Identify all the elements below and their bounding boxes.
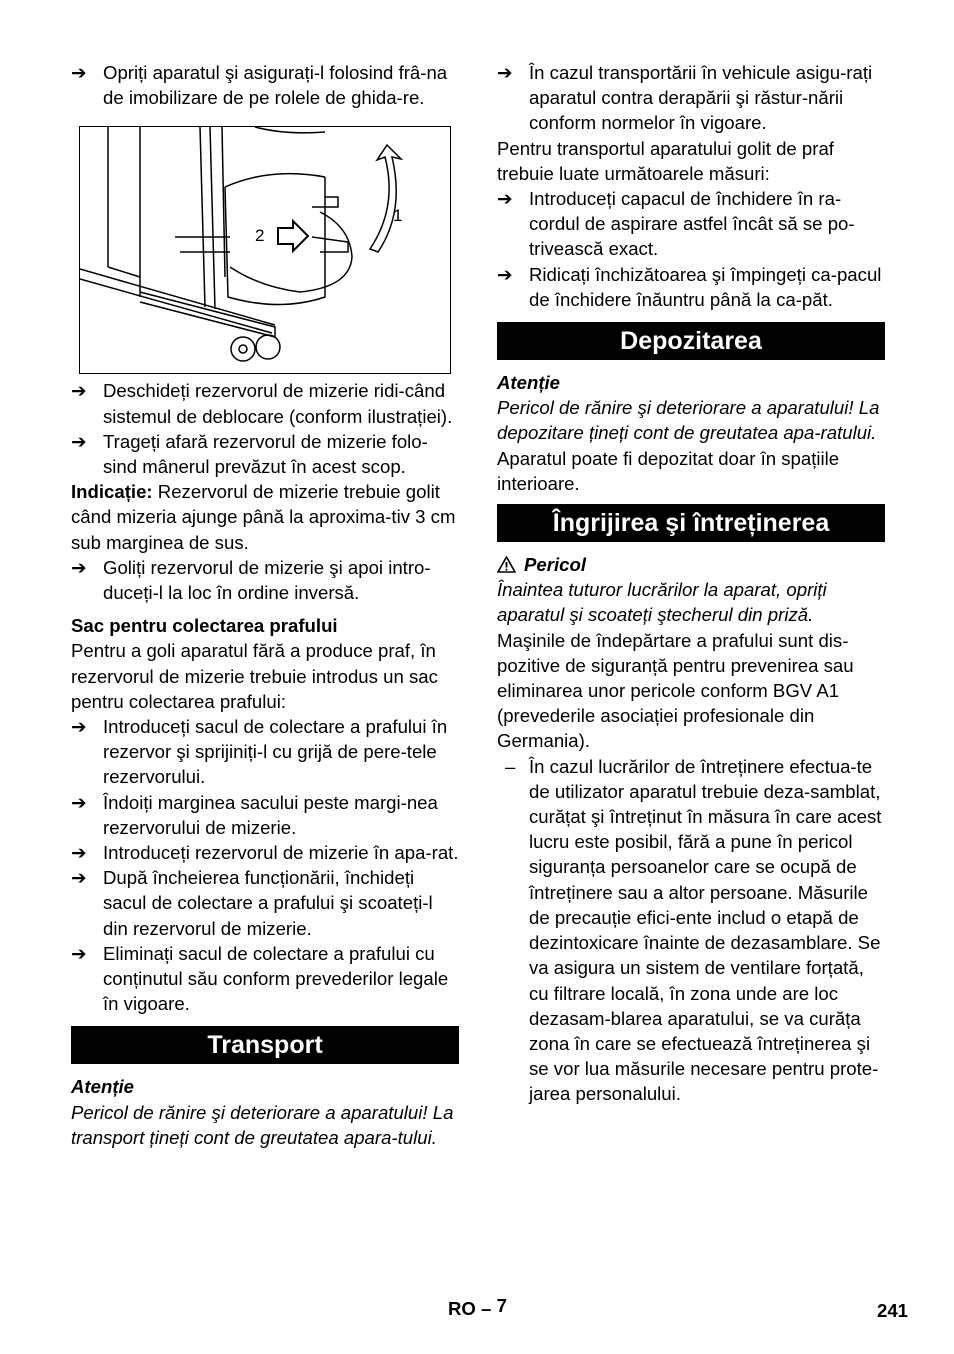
heading-storage: Depozitarea (497, 322, 885, 360)
arrow-right-icon: ➔ (71, 62, 87, 83)
step-insert-bag: ➔ Introduceți sacul de colectare a prafului în rezervor şi sprijiniți-l cu grijă de pere-tele rezervorului. (71, 716, 448, 788)
heading-care: Îngrijirea şi întreținerea (497, 504, 885, 542)
footer-section-label: RO – 7 (448, 1295, 507, 1319)
attention-label-storage: Atenție (497, 372, 561, 394)
arrow-right-icon: ➔ (71, 942, 87, 964)
left-column (71, 60, 459, 1150)
arrow-right-icon: ➔ (497, 188, 513, 210)
arrow-right-icon: ➔ (71, 430, 87, 452)
step-insert-tank: ➔ Introduceți rezervorul de mizerie în apa-rat. (71, 840, 459, 865)
callout-1: 1 (393, 206, 403, 226)
storage-text: Aparatul poate fi depozitat doar în spațiile interioare. (497, 447, 840, 494)
callout-2: 2 (255, 226, 265, 246)
dust-machine-text: Maşinile de îndepărtare a prafului sunt dis-pozitive de siguranță pentru prevenirea sau eliminarea unor pericole conform BGV A1 (prevederile asociației profesionale din Germania). (497, 629, 854, 752)
step-pull-tank: ➔ Trageți afară rezervorul de mizerie folo-sind mânerul prevăzut în acest scop. (71, 430, 428, 478)
step-dispose-bag: ➔ Eliminați sacul de colectare a prafului cu conținutul său conform prevederilor legale în vigoare. (71, 942, 449, 1015)
danger-label-row (497, 552, 885, 577)
arrow-right-icon: ➔ (71, 867, 87, 889)
arrow-right-icon: ➔ (497, 62, 513, 83)
step-close-bag: ➔ După încheierea funcționării, închideți sacul de colectare a prafului şi scoateți-l din rezervorul de mizerie. (71, 867, 433, 939)
step-secure-vehicle: ➔ În cazul transportării în vehicule asigu-rați aparatul contra derapării şi răstur-nării conform normelor în vigoare. (497, 62, 873, 134)
note-label: Indicație: (71, 481, 153, 503)
heading-transport: Transport (71, 1026, 459, 1064)
step-insert-cap: ➔ Introduceți capacul de închidere în ra-cordul de aspirare astfel încât să se po-trivească exact. (497, 188, 855, 260)
illustration-tank-release (79, 126, 451, 374)
arrow-right-icon: ➔ (71, 716, 87, 738)
note-paragraph: Indicație: Rezervorul de mizerie trebuie golit când mizeria ajunge până la aproxima-tiv 3 cm sub marginea de sus. (71, 481, 456, 553)
arrow-right-icon: ➔ (497, 263, 513, 285)
step-empty-tank: ➔ Goliți rezervorul de mizerie şi apoi intro-duceți-l la loc în ordine inversă. (71, 556, 431, 604)
warning-triangle-icon (497, 556, 516, 573)
right-column (497, 60, 885, 1107)
attention-label-transport: Atenție (71, 1076, 135, 1098)
transport-intro: Pentru transportul aparatului golit de praf trebuie luate următoarele măsuri: (497, 137, 834, 184)
dust-bag-intro: Pentru a goli aparatul fără a produce praf, în rezervorul de mizerie trebuie introdus un sac pentru colectarea prafului: (71, 640, 438, 712)
step-push-cap: ➔ Ridicați închizătoarea şi împingeți ca-pacul de închidere înăuntru până la ca-păt. (497, 263, 882, 310)
arrow-right-icon: ➔ (71, 556, 87, 578)
danger-text: Înaintea tuturor lucrărilor la aparat, opriți aparatul şi scoateți ştecherul din priză. (497, 579, 827, 626)
attention-text-transport: Pericol de rănire şi deteriorare a aparatului! La transport țineți cont de greutatea apara-tului. (71, 1101, 454, 1148)
maintenance-dash-item: – În cazul lucrărilor de întreținere efectua-te de utilizator aparatul trebuie deza-samblat, curățat şi întreținut în măsura în care acest lucru este posibil, fără a pune în pericol siguranța persoanelor care se ocupă de întreținere sau a altor persoane. Măsurile de precauție efici-ente includ o etapă de dezintoxicare înainte de dezasamblare. Se va asigura un sistem de ventilare forțată, cu filtrare locală, în zona unde are loc dezasam-blarea aparatului, se va curăța zona în care se efectuează întreținerea şi se vor lua măsurile necesare pentru prote-jarea personalului. (505, 755, 882, 1105)
subheading-dust-bag: Sac pentru colectarea prafului (71, 615, 338, 637)
page-number: 241 (877, 1300, 909, 1321)
arrow-right-icon: ➔ (71, 842, 87, 864)
step-open-tank: ➔ Deschideți rezervorul de mizerie ridi-când sistemul de deblocare (conform ilustrației). (71, 380, 453, 427)
dash-icon: – (505, 755, 516, 777)
step-stop-brake: ➔ Opriți aparatul şi asigurați-l folosind frâ-na de imobilizare de pe rolele de ghida-re. (71, 62, 448, 109)
attention-text-storage: Pericol de rănire şi deteriorare a aparatului! La depozitare țineți cont de greutatea apa-ratului. (497, 397, 880, 444)
step-fold-bag: ➔ Îndoiți marginea sacului peste margi-nea rezervorului de mizerie. (71, 791, 438, 838)
arrow-right-icon: ➔ (71, 380, 87, 402)
tank-release-drawing (80, 127, 450, 373)
arrow-right-icon: ➔ (71, 791, 87, 813)
danger-label: Pericol (524, 554, 587, 576)
